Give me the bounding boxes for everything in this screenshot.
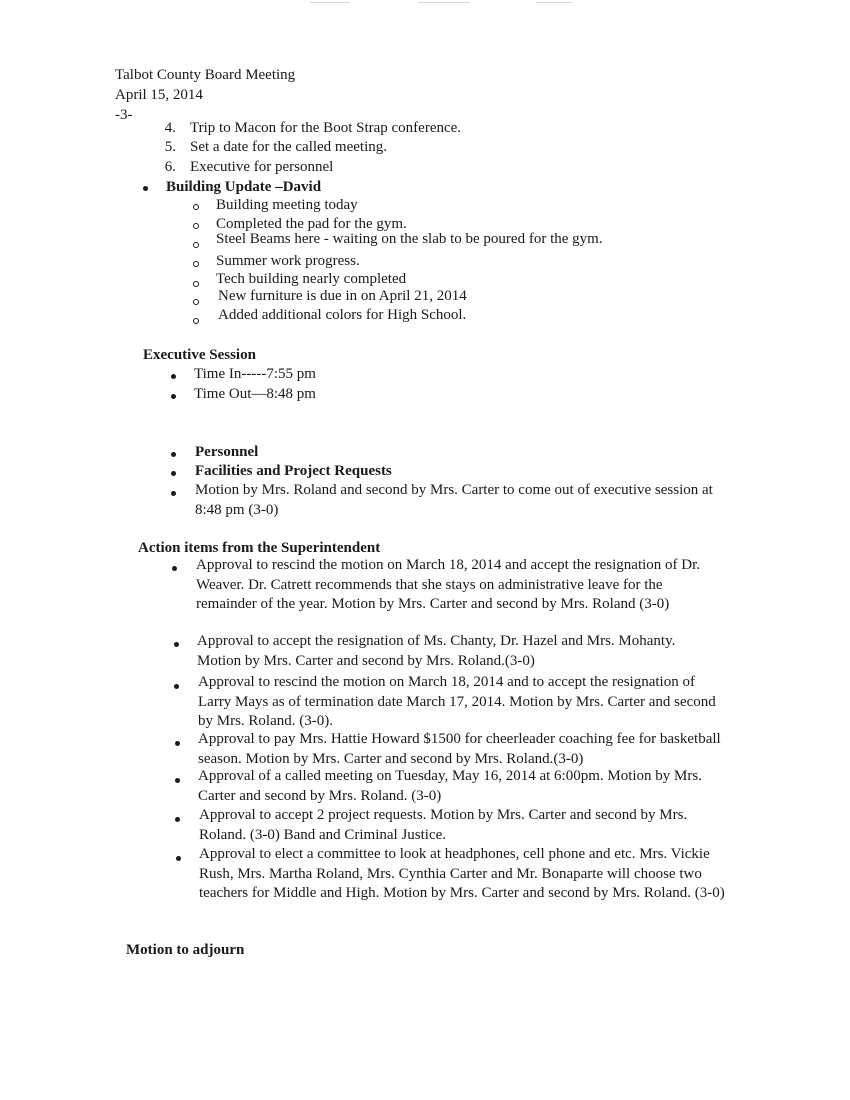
bullet-icon bbox=[143, 186, 148, 191]
item-number: 6. bbox=[164, 159, 176, 175]
list-item: New furniture is due in on April 21, 2014 bbox=[218, 288, 467, 304]
bullet-icon bbox=[175, 741, 180, 746]
list-item: Completed the pad for the gym. bbox=[216, 216, 407, 232]
document-title: Talbot County Board Meeting bbox=[115, 67, 296, 83]
scan-mark bbox=[310, 2, 350, 3]
section-heading: Action items from the Superintendent bbox=[138, 540, 381, 556]
action-item: Approval to accept the resignation of Ms. Chanty, Dr. Hazel and Mrs. Mohanty. Motion by Mrs. Carter and second by Mrs. Roland.(3-0) bbox=[197, 633, 676, 669]
item-text: Set a date for the called meeting. bbox=[190, 139, 387, 155]
bullet-icon bbox=[175, 817, 180, 822]
adjourn-heading: Motion to adjourn bbox=[126, 942, 245, 958]
list-item: Steel Beams here - waiting on the slab to be poured for the gym. bbox=[216, 231, 603, 247]
list-item: Summer work progress. bbox=[216, 253, 360, 269]
item-text: Executive for personnel bbox=[190, 159, 334, 175]
action-item: Approval to rescind the motion on March 18, 2014 and accept the resignation of Dr. Weaver. Dr. Catrett recommends that she stays on administrative leave for the remainder of the year. Motion by Mrs. Carter and second by Mrs. Roland (3-0) bbox=[196, 557, 701, 612]
bullet-icon bbox=[174, 684, 179, 689]
action-item: Approval of a called meeting on Tuesday, May 16, 2014 at 6:00pm. Motion by Mrs. Carter and second by Mrs. Roland. (3-0) bbox=[198, 768, 702, 804]
section-heading: Executive Session bbox=[143, 347, 256, 363]
bullet-icon bbox=[176, 856, 181, 861]
action-item: Approval to accept 2 project requests. Motion by Mrs. Carter and second by Mrs. Roland. (3-0) Band and Criminal Justice. bbox=[199, 807, 688, 843]
document-date: April 15, 2014 bbox=[115, 87, 203, 103]
section-heading: Building Update –David bbox=[166, 179, 322, 195]
circle-bullet-icon bbox=[193, 318, 199, 324]
page-marker: -3- bbox=[115, 107, 133, 123]
motion-text: Motion by Mrs. Roland and second by Mrs. Carter to come out of executive session at 8:48 pm (3-0) bbox=[195, 482, 713, 518]
list-item: Tech building nearly completed bbox=[216, 271, 407, 287]
time-out: Time Out—8:48 pm bbox=[194, 386, 316, 402]
circle-bullet-icon bbox=[193, 281, 199, 287]
bullet-icon bbox=[175, 778, 180, 783]
item-number: 4. bbox=[164, 120, 176, 136]
scan-mark bbox=[536, 2, 572, 3]
list-item: Building meeting today bbox=[216, 197, 358, 213]
item-text: Trip to Macon for the Boot Strap conference. bbox=[190, 120, 462, 136]
bullet-icon bbox=[171, 491, 176, 496]
topic-item: Personnel bbox=[195, 444, 259, 460]
item-number: 5. bbox=[164, 139, 176, 155]
list-item: Added additional colors for High School. bbox=[218, 307, 467, 323]
action-item: Approval to elect a committee to look at headphones, cell phone and etc. Mrs. Vickie Rush, Mrs. Martha Roland, Mrs. Cynthia Carter and Mr. Bonaparte will choose two teachers for Middle and High. Motion by Mrs. Carter and second by Mrs. Roland. (3-0) bbox=[199, 846, 725, 901]
action-item: Approval to rescind the motion on March 18, 2014 and to accept the resignation of Larry Mays as of termination date March 17, 2014. Motion by Mrs. Carter and second by Mrs. Roland. (3-0). bbox=[198, 674, 716, 729]
bullet-icon bbox=[171, 374, 176, 379]
time-in: Time In-----7:55 pm bbox=[194, 366, 316, 382]
scan-mark bbox=[418, 2, 470, 3]
circle-bullet-icon bbox=[193, 204, 199, 210]
circle-bullet-icon bbox=[193, 261, 199, 267]
circle-bullet-icon bbox=[193, 299, 199, 305]
action-item: Approval to pay Mrs. Hattie Howard $1500 for cheerleader coaching fee for basketball season. Motion by Mrs. Carter and second by Mrs. Roland.(3-0) bbox=[198, 731, 721, 767]
bullet-icon bbox=[171, 394, 176, 399]
circle-bullet-icon bbox=[193, 242, 199, 248]
bullet-icon bbox=[172, 566, 177, 571]
bullet-icon bbox=[174, 642, 179, 647]
bullet-icon bbox=[171, 471, 176, 476]
bullet-icon bbox=[171, 452, 176, 457]
circle-bullet-icon bbox=[193, 223, 199, 229]
topic-item: Facilities and Project Requests bbox=[195, 463, 392, 479]
